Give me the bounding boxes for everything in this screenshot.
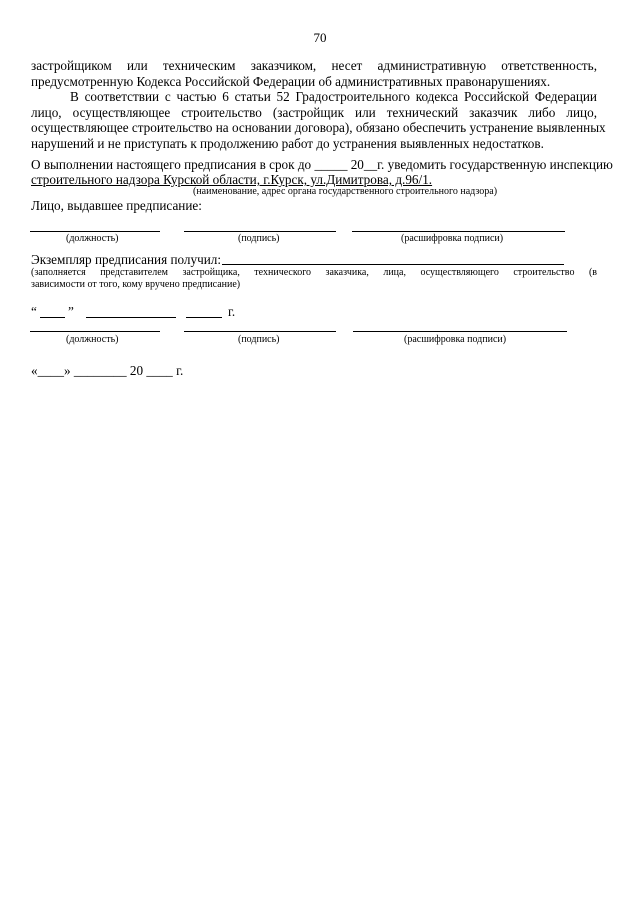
- para1-line1: застройщиком или техническим заказчиком, несет административную ответственность,: [31, 58, 597, 73]
- notify-line2: строительного надзора Курской области, г.Курск, ул.Димитрова, д.96/1.: [31, 172, 433, 187]
- receiver-caption-signature: (подпись): [238, 334, 280, 345]
- notify-line1: О выполнении настоящего предписания в срок до _____ 20__г. уведомить государственную инспекцию: [31, 157, 613, 172]
- receiver-note-line1: (заполняется представителем застройщика, технического заказчика, лица, осуществляющего строительство (в: [31, 267, 597, 278]
- receiver-date-month-line: [86, 317, 176, 318]
- issuer-signature-line: [184, 231, 336, 232]
- receiver-date-year-line: [186, 317, 222, 318]
- receiver-date-day-line: [40, 317, 65, 318]
- issuer-caption-name: (расшифровка подписи): [401, 233, 504, 244]
- para2-line2: лицо, осуществляющее строительство (застройщик или технический заказчик либо лицо,: [31, 105, 597, 120]
- receiver-caption-position: (должность): [66, 334, 119, 345]
- receiver-signature-line: [184, 331, 336, 332]
- final-date: «____» ________ 20 ____ г.: [31, 363, 184, 378]
- receiver-date-close-quote: ”: [68, 304, 74, 319]
- receiver-caption-name: (расшифровка подписи): [404, 334, 507, 345]
- receiver-note-line2: зависимости от того, кому вручено предписание): [31, 279, 241, 290]
- issuer-caption-signature: (подпись): [238, 233, 280, 244]
- receiver-name-line: [222, 264, 564, 265]
- para1-line2: предусмотренную Кодекса Российской Федерации об административных правонарушениях.: [31, 74, 551, 89]
- para2-line1: В соответствии с частью 6 статьи 52 Градостроительного кодекса Российской Федерации: [70, 89, 597, 104]
- receiver-name-line2: [353, 331, 567, 332]
- issuer-name-line: [352, 231, 565, 232]
- page-number: 70: [313, 30, 327, 45]
- receiver-date-year-suffix: г.: [228, 304, 236, 319]
- issuer-caption-position: (должность): [66, 233, 119, 244]
- notify-caption: (наименование, адрес органа государственного строительного надзора): [193, 186, 498, 197]
- receiver-position-line: [30, 331, 160, 332]
- para2-line3: осуществляющее строительство на основании договора), обязано обеспечить устранение выявленных: [31, 120, 606, 135]
- issuer-position-line: [30, 231, 160, 232]
- para2-line4: нарушений и не приступать к продолжению работ до устранения выявленных недостатков.: [31, 136, 544, 151]
- receiver-label: Экземпляр предписания получил:: [31, 252, 222, 267]
- receiver-date-open-quote: “: [31, 304, 37, 319]
- issuer-label: Лицо, выдавшее предписание:: [31, 198, 202, 213]
